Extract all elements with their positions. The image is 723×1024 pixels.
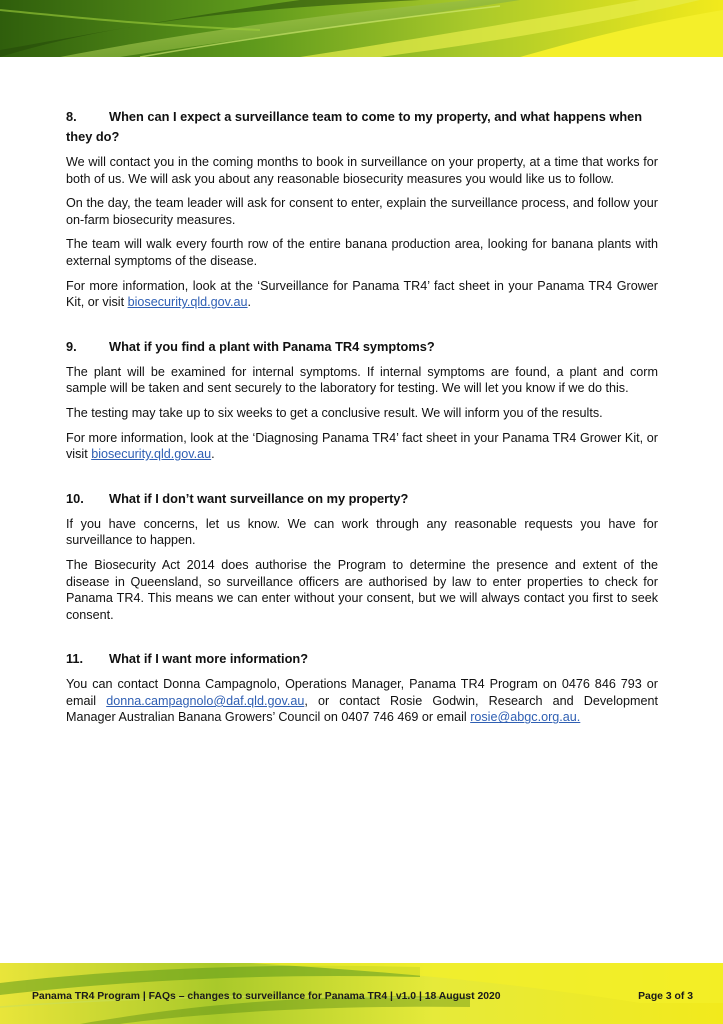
question-title: When can I expect a surveillance team to come to my property, and what happens when they do? bbox=[66, 109, 643, 144]
banana-leaf-header-image bbox=[0, 0, 723, 57]
biosecurity-link[interactable]: biosecurity.qld.gov.au bbox=[127, 295, 248, 310]
more-info-text: For more information, look at the ‘Surveillance for Panama TR4’ fact sheet in your Panama TR4 Grower Kit, or visit bbox=[66, 278, 658, 310]
question-number: 9. bbox=[66, 338, 77, 354]
more-info-tail: . bbox=[247, 295, 252, 310]
question-number: 11. bbox=[66, 651, 84, 667]
question-heading bbox=[66, 649, 658, 669]
paragraph: If you have concerns, let us know. We can work through any reasonable requests you have for surveillance to happen. bbox=[66, 516, 658, 548]
question-number: 10. bbox=[66, 490, 84, 506]
paragraph: The plant will be examined for internal symptoms. If internal symptoms are found, a plant and corm sample will be taken and sent securely to the laboratory for testing. We will let you know if we do this. bbox=[66, 364, 658, 396]
question-heading bbox=[66, 337, 658, 357]
more-info-paragraph bbox=[66, 430, 658, 463]
contact-text: , or contact Rosie Godwin, Research and Development Manager Australian Banana Growers’ Council on 0407 746 469 or email bbox=[66, 693, 658, 725]
question-heading bbox=[66, 489, 658, 509]
paragraph: The testing may take up to six weeks to get a conclusive result. We will inform you of the results. bbox=[66, 405, 603, 420]
more-info-paragraph bbox=[66, 278, 658, 311]
faq-section-8 bbox=[66, 107, 658, 311]
question-title: What if you find a plant with Panama TR4 symptoms? bbox=[109, 338, 435, 354]
faq-section-9 bbox=[66, 337, 658, 463]
page-footer bbox=[32, 991, 693, 1002]
contact-text: You can contact Donna Campagnolo, Operations Manager, Panama TR4 Program on 0476 846 793 or email bbox=[66, 677, 658, 708]
footer-document-info: Panama TR4 Program | FAQs – changes to surveillance for Panama TR4 | v1.0 | 18 August 2020 bbox=[32, 991, 501, 1002]
donna-email-link[interactable]: donna.campagnolo@daf.qld.gov.au bbox=[106, 693, 305, 708]
paragraph: The Biosecurity Act 2014 does authorise the Program to determine the presence and extent of the disease in Queensland, so surveillance officers are authorised by law to enter properties to check for Panama TR4. This means we can enter without your consent, but we will always contact you first to seek consent. bbox=[66, 557, 658, 622]
paragraph: On the day, the team leader will ask for consent to enter, explain the surveillance process, and follow your on-farm biosecurity measures. bbox=[66, 196, 658, 227]
question-title: What if I don’t want surveillance on my property? bbox=[109, 490, 409, 506]
footer-page-number: Page 3 of 3 bbox=[638, 991, 693, 1002]
paragraph: We will contact you in the coming months to book in surveillance on your property, at a time that works for both of us. We will ask you about any reasonable biosecurity measures you would like us to follow. bbox=[66, 155, 658, 186]
faq-content bbox=[66, 107, 658, 734]
question-title: What if I want more information? bbox=[109, 651, 309, 667]
more-info-tail: . bbox=[211, 447, 215, 462]
rosie-email-link[interactable]: rosie@abgc.org.au. bbox=[470, 710, 581, 725]
faq-section-10 bbox=[66, 489, 658, 624]
header-banner bbox=[0, 0, 723, 57]
biosecurity-link[interactable]: biosecurity.qld.gov.au bbox=[91, 447, 212, 462]
contact-paragraph bbox=[66, 676, 658, 726]
question-number: 8. bbox=[66, 109, 77, 124]
question-heading bbox=[66, 107, 658, 147]
paragraph: The team will walk every fourth row of the entire banana production area, looking for banana plants with external symptoms of the disease. bbox=[66, 237, 658, 268]
more-info-text: For more information, look at the ‘Diagnosing Panama TR4’ fact sheet in your Panama TR4 Grower Kit, or visit bbox=[66, 430, 658, 462]
faq-section-11 bbox=[66, 649, 658, 726]
